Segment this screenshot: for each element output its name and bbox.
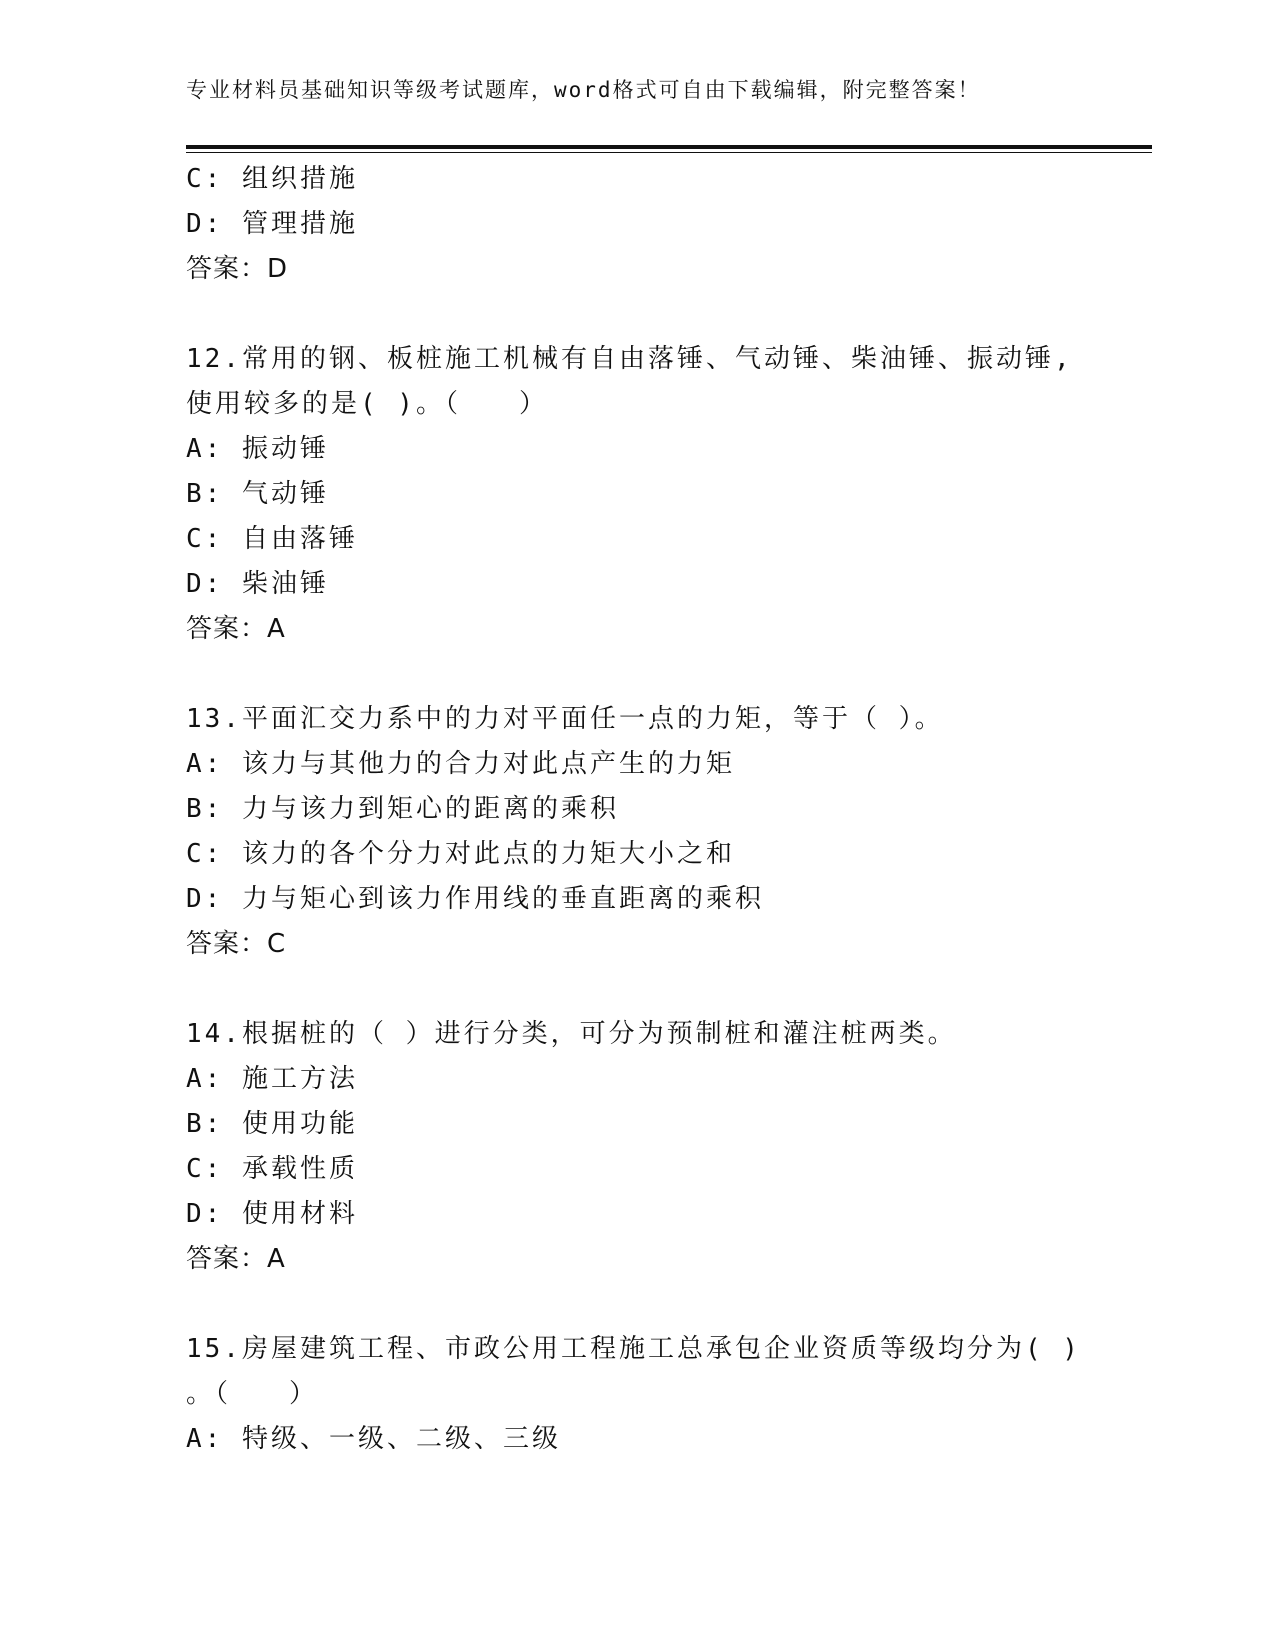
option-line: B: 力与该力到矩心的距离的乘积 bbox=[186, 794, 619, 824]
option-line: D: 力与矩心到该力作用线的垂直距离的乘积 bbox=[186, 884, 764, 914]
answer-line: 答案：D bbox=[186, 254, 289, 284]
question-stem: 12.常用的钢、板桩施工机械有自由落锤、气动锤、柴油锤、振动锤, bbox=[186, 344, 1073, 374]
option-line: C: 该力的各个分力对此点的力矩大小之和 bbox=[186, 839, 735, 869]
option-line: A: 该力与其他力的合力对此点产生的力矩 bbox=[186, 749, 735, 779]
option-line: C: 组织措施 bbox=[186, 164, 358, 194]
spacer bbox=[186, 967, 1146, 1012]
spacer bbox=[186, 292, 1146, 337]
question-stem: 13.平面汇交力系中的力对平面任一点的力矩，等于（ ）。 bbox=[186, 704, 944, 734]
answer-line: 答案：C bbox=[186, 929, 287, 959]
header-divider bbox=[186, 145, 1152, 149]
option-line: C: 承载性质 bbox=[186, 1154, 358, 1184]
question-stem: 。（ ） bbox=[186, 1379, 319, 1409]
option-line: D: 使用材料 bbox=[186, 1199, 358, 1229]
answer-line: 答案：A bbox=[186, 1244, 286, 1274]
option-line: D: 管理措施 bbox=[186, 209, 358, 239]
option-line: A: 振动锤 bbox=[186, 434, 329, 464]
question-content bbox=[186, 157, 1146, 1462]
option-line: A: 施工方法 bbox=[186, 1064, 358, 1094]
option-line: A: 特级、一级、二级、三级 bbox=[186, 1424, 561, 1454]
question-stem: 使用较多的是( )。（ ） bbox=[186, 389, 548, 419]
option-line: B: 气动锤 bbox=[186, 479, 329, 509]
question-stem: 15.房屋建筑工程、市政公用工程施工总承包企业资质等级均分为( ) bbox=[186, 1334, 1081, 1364]
option-line: B: 使用功能 bbox=[186, 1109, 358, 1139]
page-header: 专业材料员基础知识等级考试题库，word格式可自由下载编辑，附完整答案！ bbox=[186, 78, 981, 102]
spacer bbox=[186, 652, 1146, 697]
option-line: C: 自由落锤 bbox=[186, 524, 358, 554]
option-line: D: 柴油锤 bbox=[186, 569, 329, 599]
answer-line: 答案：A bbox=[186, 614, 286, 644]
spacer bbox=[186, 1282, 1146, 1327]
question-stem: 14.根据桩的（ ）进行分类，可分为预制桩和灌注桩两类。 bbox=[186, 1019, 957, 1049]
